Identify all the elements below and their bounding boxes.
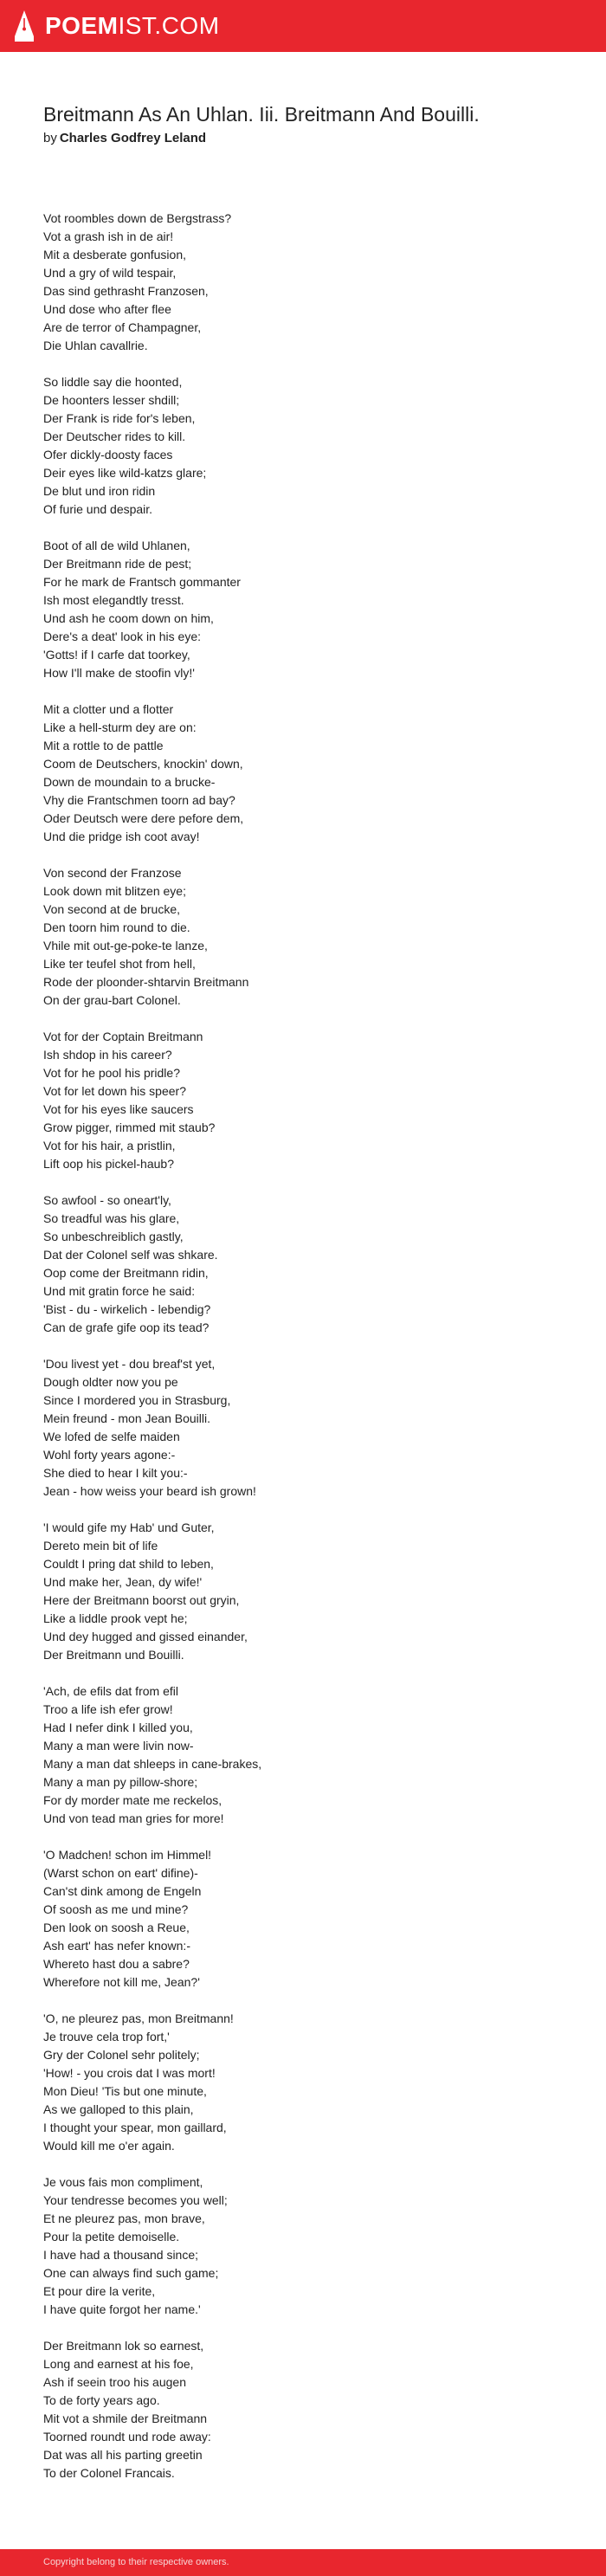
poem-line: Ash if seein troo his augen <box>43 2375 186 2389</box>
poem-line: Like a liddle prook vept he; <box>43 1611 188 1625</box>
poem-line: Von second at de brucke, <box>43 902 180 916</box>
poem-line: Vot for his eyes like saucers <box>43 1102 194 1116</box>
poem-line: So liddle say die hoonted, <box>43 375 183 389</box>
poem-line: 'How! - you crois dat I was mort! <box>43 2066 216 2080</box>
poem-line: Your tendresse becomes you well; <box>43 2193 228 2207</box>
byline <box>43 130 563 147</box>
poem-line: Vhile mit out-ge-poke-te lanze, <box>43 939 208 952</box>
poem-line: Had I nefer dink I killed you, <box>43 1721 193 1734</box>
poem-line: How I'll make de stoofin vly!' <box>43 666 195 680</box>
poem-line: I thought your spear, mon gaillard, <box>43 2121 227 2134</box>
poem-line: Wohl forty years agone:- <box>43 1448 176 1462</box>
stanza <box>43 700 580 846</box>
poem-line: 'Ach, de efils dat from efil <box>43 1684 178 1698</box>
poem-line: Rode der ploonder-shtarvin Breitmann <box>43 975 249 989</box>
poem-line: De blut und iron ridin <box>43 484 156 498</box>
poem-line: De hoonters lesser shdill; <box>43 393 180 407</box>
poem-line: Vot roombles down de Bergstrass? <box>43 211 232 225</box>
poem-line: Mit a clotter und a flotter <box>43 702 174 716</box>
poem-line: Der Frank is ride for's leben, <box>43 411 196 425</box>
copyright-text: Copyright belong to their respective owners. <box>43 2557 229 2567</box>
poem-line: Down de moundain to a brucke- <box>43 775 216 789</box>
poem-line: Von second der Franzose <box>43 866 182 880</box>
poem-line: Vot for his hair, a pristlin, <box>43 1139 176 1152</box>
poem-line: Lift oop his pickel-haub? <box>43 1157 174 1171</box>
poem-body <box>43 210 580 2501</box>
poem-line: Many a man py pillow-shore; <box>43 1775 198 1789</box>
poem-line: I have quite forgot her name.' <box>43 2302 201 2316</box>
stanza <box>43 2173 580 2319</box>
poem-line: Den toorn him round to die. <box>43 920 190 934</box>
poem-line: Dough oldter now you pe <box>43 1375 178 1389</box>
poem-line: To de forty years ago. <box>43 2393 160 2407</box>
poem-line: Mein freund - mon Jean Bouilli. <box>43 1411 210 1425</box>
poem-line: Und mit gratin force he said: <box>43 1284 196 1298</box>
poem-line: Mit vot a shmile der Breitmann <box>43 2411 208 2425</box>
stanza <box>43 373 580 519</box>
poem-line: Vhy die Frantschmen toorn ad bay? <box>43 793 235 807</box>
poem-line: To der Colonel Francais. <box>43 2466 175 2480</box>
poem-line: Dere's a deat' look in his eye: <box>43 629 201 643</box>
brand-bold-text: POEM <box>45 12 119 39</box>
by-label: by <box>43 131 57 145</box>
poem-line: Und a gry of wild tespair, <box>43 266 177 280</box>
poem-line: Und die pridge ish coot avay! <box>43 830 200 843</box>
stanza <box>43 1028 580 1173</box>
poem-line: Das sind gethrasht Franzosen, <box>43 284 209 298</box>
poem-line: Oop come der Breitmann ridin, <box>43 1266 209 1280</box>
footer-bar <box>0 2549 606 2576</box>
stanza <box>43 1191 580 1337</box>
poem-line: On der grau-bart Colonel. <box>43 993 181 1007</box>
poem-line: She died to hear I kilt you:- <box>43 1466 188 1480</box>
poem-line: One can always find such game; <box>43 2266 219 2280</box>
poem-line: 'Gotts! if I carfe dat toorkey, <box>43 648 190 662</box>
poem-line: Can de grafe gife oop its tead? <box>43 1320 210 1334</box>
poem-title: Breitmann As An Uhlan. Iii. Breitmann And Bouilli. <box>43 103 480 126</box>
poem-line: Je trouve cela trop fort,' <box>43 2030 170 2043</box>
poem-line: Ish shdop in his career? <box>43 1048 172 1062</box>
poem-line: Vot for he pool his pridle? <box>43 1066 180 1080</box>
poem-line: Et ne pleurez pas, mon brave, <box>43 2211 205 2225</box>
poem-line: For dy morder mate me reckelos, <box>43 1793 222 1807</box>
poem-line: 'Bist - du - wirkelich - lebendig? <box>43 1302 211 1316</box>
stanza <box>43 1355 580 1501</box>
poem-line: Wherefore not kill me, Jean?' <box>43 1975 200 1989</box>
poem-line: Mit a rottle to de pattle <box>43 739 164 752</box>
poem-line: For he mark de Frantsch gommanter <box>43 575 241 589</box>
poem-line: Are de terror of Champagner, <box>43 320 202 334</box>
poem-line: Long and earnest at his foe, <box>43 2357 194 2371</box>
poem-header <box>43 102 563 147</box>
poem-line: Der Breitmann und Bouilli. <box>43 1648 184 1662</box>
poem-line: Mon Dieu! 'Tis but one minute, <box>43 2084 207 2098</box>
poem-line: Many a man dat shleeps in cane-brakes, <box>43 1757 262 1771</box>
poem-line: Many a man were livin now- <box>43 1739 194 1753</box>
poem-line: 'O Madchen! schon im Himmel! <box>43 1848 212 1862</box>
poem-line: Et pour dire la verite, <box>43 2284 156 2298</box>
poem-line: Der Deutscher rides to kill. <box>43 429 186 443</box>
poem-line: Vot for der Coptain Breitmann <box>43 1030 203 1043</box>
poem-line: Whereto hast dou a sabre? <box>43 1957 190 1971</box>
poem-line: Coom de Deutschers, knockin' down, <box>43 757 243 771</box>
poem-line: 'Dou livest yet - dou breaf'st yet, <box>43 1357 216 1371</box>
poem-line: Of furie und despair. <box>43 502 153 516</box>
poem-line: Und von tead man gries for more! <box>43 1811 224 1825</box>
poem-line: Pour la petite demoiselle. <box>43 2230 180 2244</box>
poem-line: Dereto mein bit of life <box>43 1539 158 1553</box>
site-logo[interactable] <box>14 10 220 42</box>
poem-line: Und ash he coom down on him, <box>43 611 214 625</box>
poem-line: Ofer dickly-doosty faces <box>43 448 173 462</box>
poem-line: Deir eyes like wild-katzs glare; <box>43 466 207 480</box>
poem-line: Toorned roundt und rode away: <box>43 2430 211 2444</box>
poem-line: Dat was all his parting greetin <box>43 2448 203 2462</box>
stanza <box>43 210 580 355</box>
poem-line: Since I mordered you in Strasburg, <box>43 1393 231 1407</box>
poem-line: Of soosh as me und mine? <box>43 1902 189 1916</box>
poem-line: I have had a thousand since; <box>43 2248 199 2262</box>
poem-line: Ash eart' has nefer known:- <box>43 1939 190 1953</box>
poem-line: Vot for let down his speer? <box>43 1084 186 1098</box>
poem-line: So awfool - so oneart'ly, <box>43 1193 171 1207</box>
poem-line: So unbeschreiblich gastly, <box>43 1230 184 1243</box>
poem-line: Here der Breitmann boorst out gryin, <box>43 1593 240 1607</box>
stanza <box>43 864 580 1010</box>
author-link[interactable]: Charles Godfrey Leland <box>59 131 207 145</box>
poem-line: Oder Deutsch were dere pefore dem, <box>43 811 244 825</box>
poem-line: As we galloped to this plain, <box>43 2102 194 2116</box>
poem-line: Und dose who after flee <box>43 302 171 316</box>
brand-wordmark <box>45 10 220 42</box>
top-bar <box>0 0 606 52</box>
stanza <box>43 1846 580 1992</box>
poem-line: Can'st dink among de Engeln <box>43 1884 202 1898</box>
pen-nib-icon <box>14 10 35 42</box>
poem-line: Jean - how weiss your beard ish grown! <box>43 1484 256 1498</box>
poem-line: Die Uhlan cavallrie. <box>43 339 148 352</box>
poem-line: Like a hell-sturm dey are on: <box>43 720 197 734</box>
poem-line: Der Breitmann lok so earnest, <box>43 2339 204 2353</box>
poem-line: We lofed de selfe maiden <box>43 1430 180 1443</box>
poem-line: (Warst schon on eart' difine)- <box>43 1866 198 1880</box>
poem-line: So treadful was his glare, <box>43 1211 180 1225</box>
brand-light-text: IST.COM <box>118 12 220 39</box>
poem-line: 'O, ne pleurez pas, mon Breitmann! <box>43 2011 234 2025</box>
stanza <box>43 537 580 682</box>
poem-line: Und make her, Jean, dy wife!' <box>43 1575 203 1589</box>
poem-line: Mit a desberate gonfusion, <box>43 248 186 261</box>
stanza <box>43 1682 580 1828</box>
poem-line: Couldt I pring dat shild to leben, <box>43 1557 214 1571</box>
poem-line: Gry der Colonel sehr politely; <box>43 2048 200 2062</box>
stanza <box>43 1519 580 1664</box>
poem-line: Den look on soosh a Reue, <box>43 1921 190 1934</box>
poem-line: Troo a life ish efer grow! <box>43 1702 173 1716</box>
poem-line: Like ter teufel shot from hell, <box>43 957 196 971</box>
poem-line: Und dey hugged and gissed einander, <box>43 1630 248 1643</box>
stanza <box>43 2337 580 2482</box>
stanza <box>43 2010 580 2155</box>
poem-line: Dat der Colonel self was shkare. <box>43 1248 218 1262</box>
poem-line: Grow pigger, rimmed mit staub? <box>43 1120 216 1134</box>
poem-line: Look down mit blitzen eye; <box>43 884 186 898</box>
poem-line: Ish most elegandtly tresst. <box>43 593 184 607</box>
poem-line: Boot of all de wild Uhlanen, <box>43 539 190 552</box>
poem-line: 'I would gife my Hab' und Guter, <box>43 1520 215 1534</box>
poem-line: Je vous fais mon compliment, <box>43 2175 203 2189</box>
poem-line: Vot a grash ish in de air! <box>43 229 174 243</box>
poem-line: Der Breitmann ride de pest; <box>43 557 192 571</box>
poem-line: Would kill me o'er again. <box>43 2139 175 2153</box>
